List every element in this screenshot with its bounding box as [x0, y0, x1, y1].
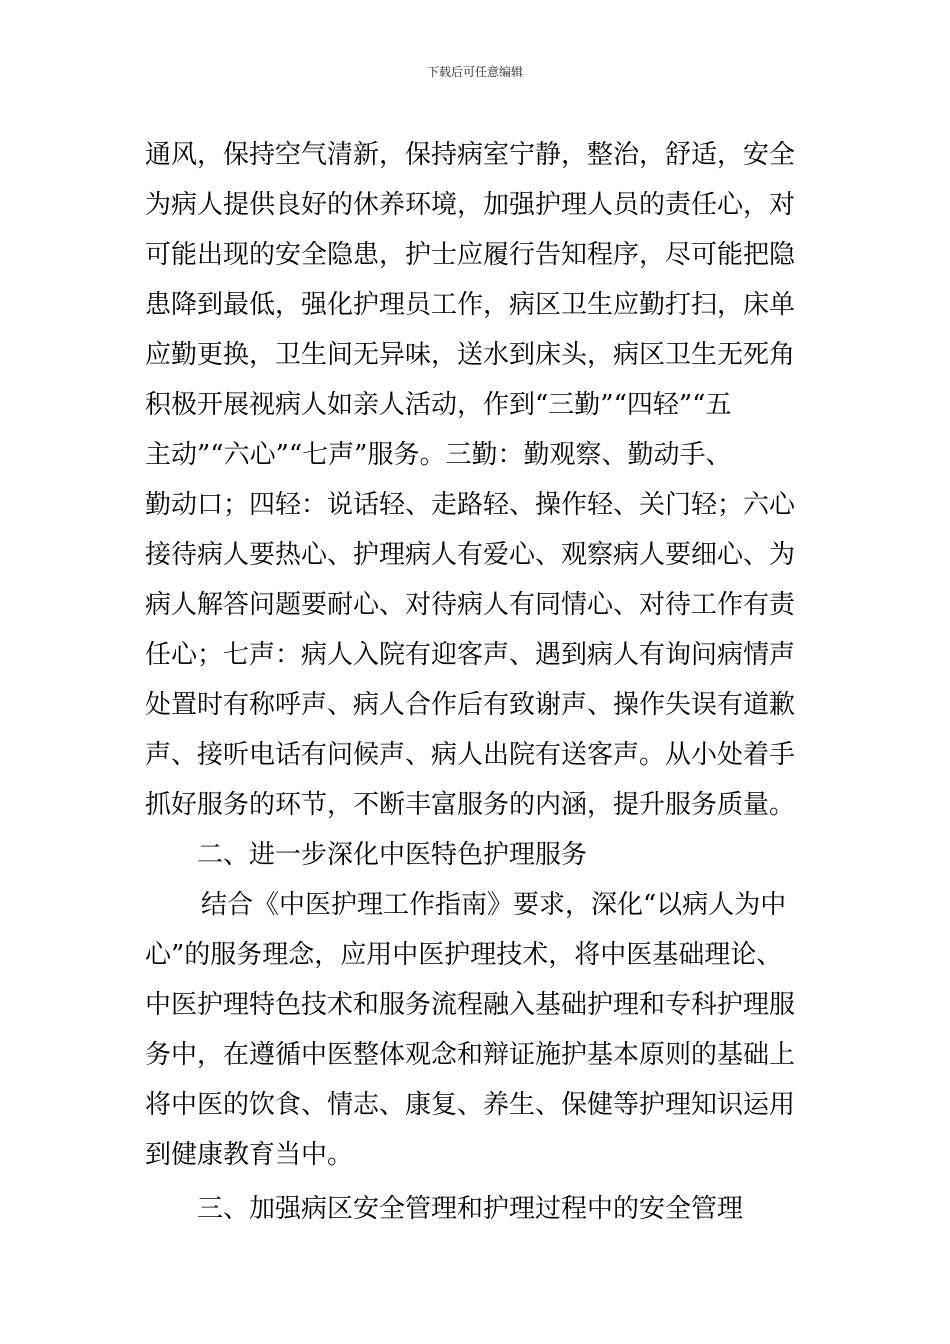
section-heading: 二、进一步深化中医特色护理服务: [197, 840, 588, 870]
text-line: 到健康教育当中。: [145, 1140, 354, 1170]
text-line: 为病人提供良好的休养环境，加强护理人员的责任心，对: [145, 190, 796, 220]
text-line: 抓好服务的环节，不断丰富服务的内涵，提升服务质量。: [145, 790, 796, 820]
page-header: 下载后可任意编辑: [426, 65, 523, 79]
text-line: 中医护理特色技术和服务流程融入基础护理和专科护理服: [145, 990, 796, 1020]
text-line: 可能出现的安全隐患，护士应履行告知程序，尽可能把隐: [145, 240, 796, 270]
text-line: 通风，保持空气清新，保持病室宁静，整治，舒适，安全: [145, 140, 796, 170]
text-line: 勤动口；四轻：说话轻、走路轻、操作轻、关门轻；六心: [145, 490, 796, 520]
text-line: 患降到最低，强化护理员工作，病区卫生应勤打扫，床单: [145, 290, 796, 320]
text-line: 应勤更换，卫生间无异味，送水到床头，病区卫生无死角: [145, 340, 796, 370]
text-line: 任心；七声：病人入院有迎客声、遇到病人有询问病情声: [145, 640, 796, 670]
text-line: 务中，在遵循中医整体观念和辩证施护基本原则的基础上: [145, 1040, 796, 1070]
text-line: 病人解答问题要耐心、对待病人有同情心、对待工作有责: [145, 590, 796, 620]
text-line: 处置时有称呼声、病人合作后有致谢声、操作失误有道歉: [145, 690, 796, 720]
text-line: 声、接听电话有问候声、病人出院有送客声。从小处着手: [145, 740, 796, 770]
text-line: 将中医的饮食、情志、康复、养生、保健等护理知识运用: [145, 1090, 796, 1120]
text-line: 接待病人要热心、护理病人有爱心、观察病人要细心、为: [145, 540, 796, 570]
text-line: 积极开展视病人如亲人活动，作到“三勤”“四轻”“五: [145, 390, 732, 420]
text-line: 心”的服务理念，应用中医护理技术，将中医基础理论、: [145, 940, 783, 970]
text-line: 主动”“六心”“七声”服务。三勤：勤观察、勤动手、: [145, 440, 732, 470]
section-heading: 三、加强病区安全管理和护理过程中的安全管理: [197, 1194, 744, 1224]
text-line: 结合《中医护理工作指南》要求，深化“以病人为中: [201, 890, 787, 920]
document-body: [145, 130, 810, 1234]
